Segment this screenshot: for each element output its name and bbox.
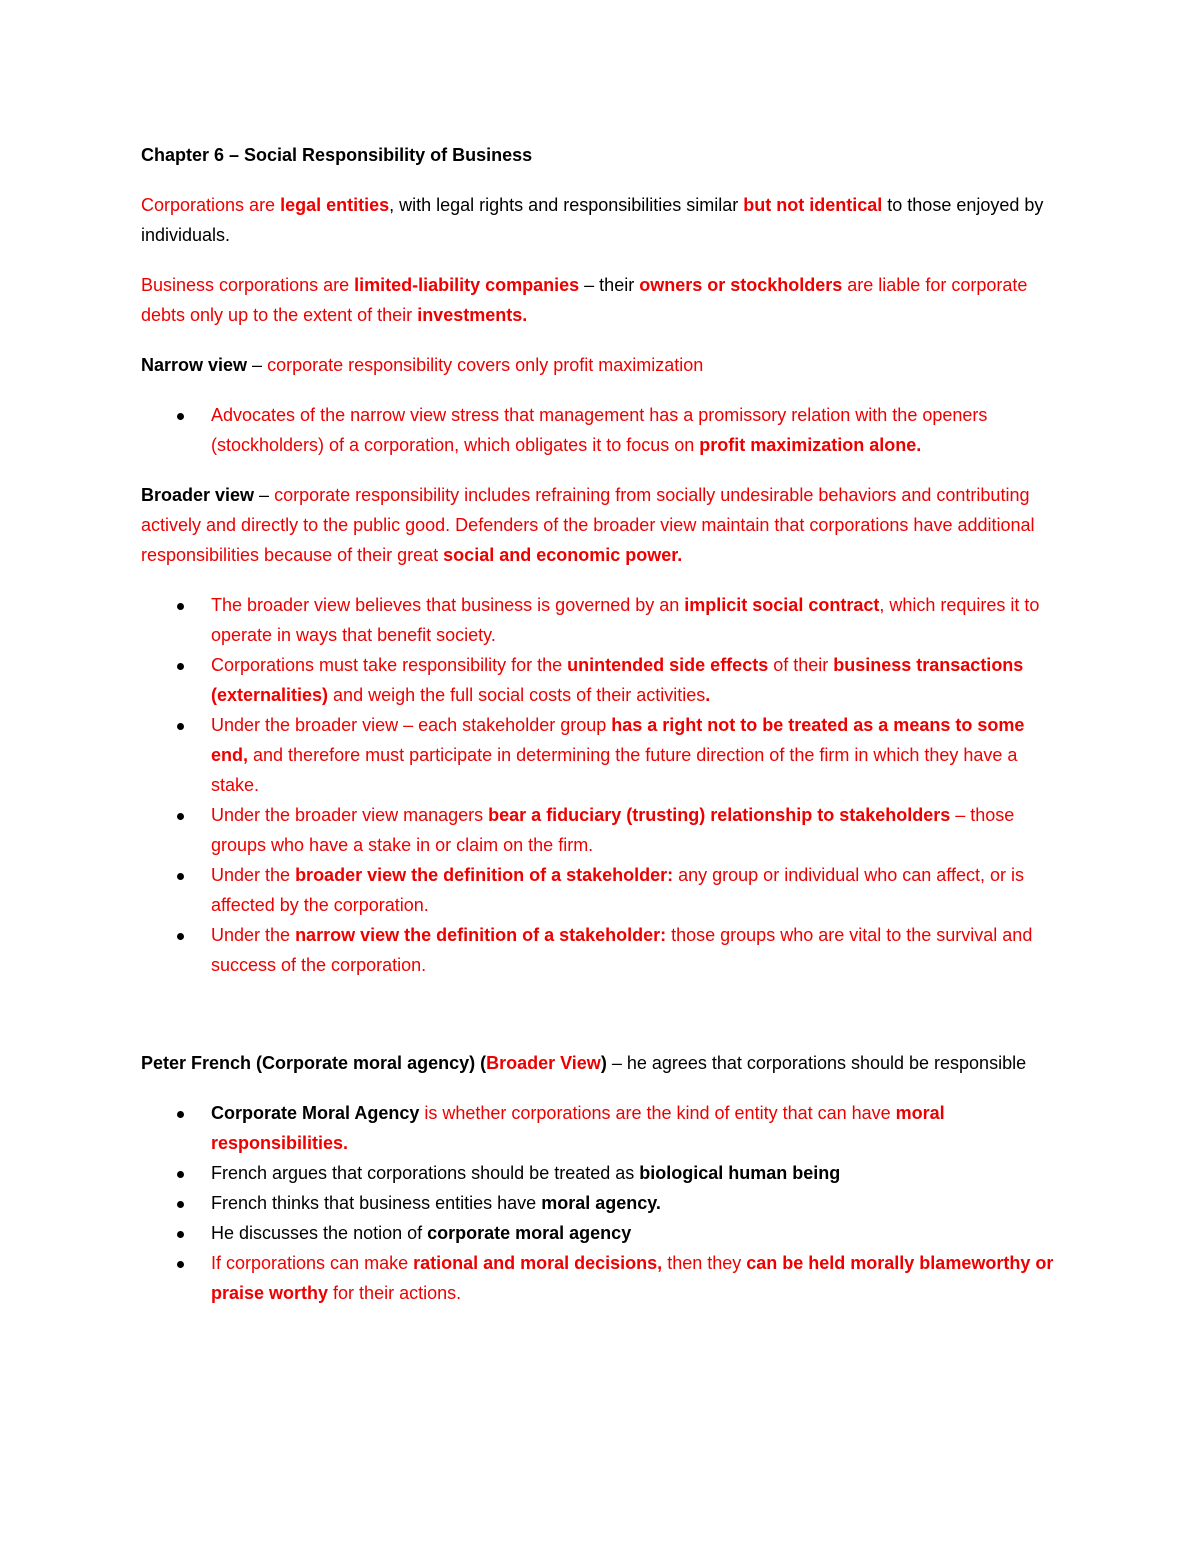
bullet-icon xyxy=(177,933,184,940)
bullet-icon xyxy=(177,663,184,670)
bullet-icon xyxy=(177,603,184,610)
heading-broader-view: Broader view – corporate responsibility includes refraining from socially undesirable behaviors and contributing actively and directly to the public good. Defenders of the broader view maintain that corporations have additional responsibilities because of their great social and economic power. xyxy=(141,485,1035,565)
list-item: Corporations must take responsibility for the unintended side effects of their business transactions (externalities) and weigh the full social costs of their activities. xyxy=(141,650,1061,710)
bullet-icon xyxy=(177,1201,184,1208)
document-title: Chapter 6 – Social Responsibility of Business xyxy=(141,145,533,165)
narrow-view-list xyxy=(141,400,1061,460)
list-item: French thinks that business entities have moral agency. xyxy=(141,1188,1061,1218)
list-item: Under the broader view – each stakeholder group has a right not to be treated as a means to some end, and therefore must participate in determining the future direction of the firm in which they have a stake. xyxy=(141,710,1061,800)
bullet-icon xyxy=(177,413,184,420)
spacer xyxy=(141,1000,1061,1048)
bullet-icon xyxy=(177,813,184,820)
bullet-icon xyxy=(177,1231,184,1238)
bullet-icon xyxy=(177,723,184,730)
bullet-icon xyxy=(177,1111,184,1118)
list-item: Advocates of the narrow view stress that management has a promissory relation with the openers (stockholders) of a corporation, which obligates it to focus on profit maximization alone. xyxy=(141,400,1061,460)
bullet-icon xyxy=(177,1171,184,1178)
heading-peter-french: Peter French (Corporate moral agency) (Broader View) – he agrees that corporations should be responsible xyxy=(141,1053,1027,1073)
paragraph-legal-entities: Corporations are legal entities, with legal rights and responsibilities similar but not identical to those enjoyed by individuals. xyxy=(141,195,1044,245)
bullet-icon xyxy=(177,1261,184,1268)
list-item: Corporate Moral Agency is whether corporations are the kind of entity that can have moral responsibilities. xyxy=(141,1098,1061,1158)
list-item: If corporations can make rational and moral decisions, then they can be held morally blameworthy or praise worthy for their actions. xyxy=(141,1248,1061,1308)
list-item: Under the broader view managers bear a fiduciary (trusting) relationship to stakeholders – those groups who have a stake in or claim on the firm. xyxy=(141,800,1061,860)
document-page xyxy=(141,140,1061,1328)
paragraph-limited-liability: Business corporations are limited-liability companies – their owners or stockholders are liable for corporate debts only up to the extent of their investments. xyxy=(141,275,1028,325)
list-item: French argues that corporations should be treated as biological human being xyxy=(141,1158,1061,1188)
bullet-icon xyxy=(177,873,184,880)
peter-french-list xyxy=(141,1098,1061,1308)
broader-view-list xyxy=(141,590,1061,980)
list-item: He discusses the notion of corporate moral agency xyxy=(141,1218,1061,1248)
list-item: The broader view believes that business is governed by an implicit social contract, which requires it to operate in ways that benefit society. xyxy=(141,590,1061,650)
list-item: Under the narrow view the definition of a stakeholder: those groups who are vital to the survival and success of the corporation. xyxy=(141,920,1061,980)
list-item: Under the broader view the definition of a stakeholder: any group or individual who can affect, or is affected by the corporation. xyxy=(141,860,1061,920)
heading-narrow-view: Narrow view – corporate responsibility covers only profit maximization xyxy=(141,355,704,375)
